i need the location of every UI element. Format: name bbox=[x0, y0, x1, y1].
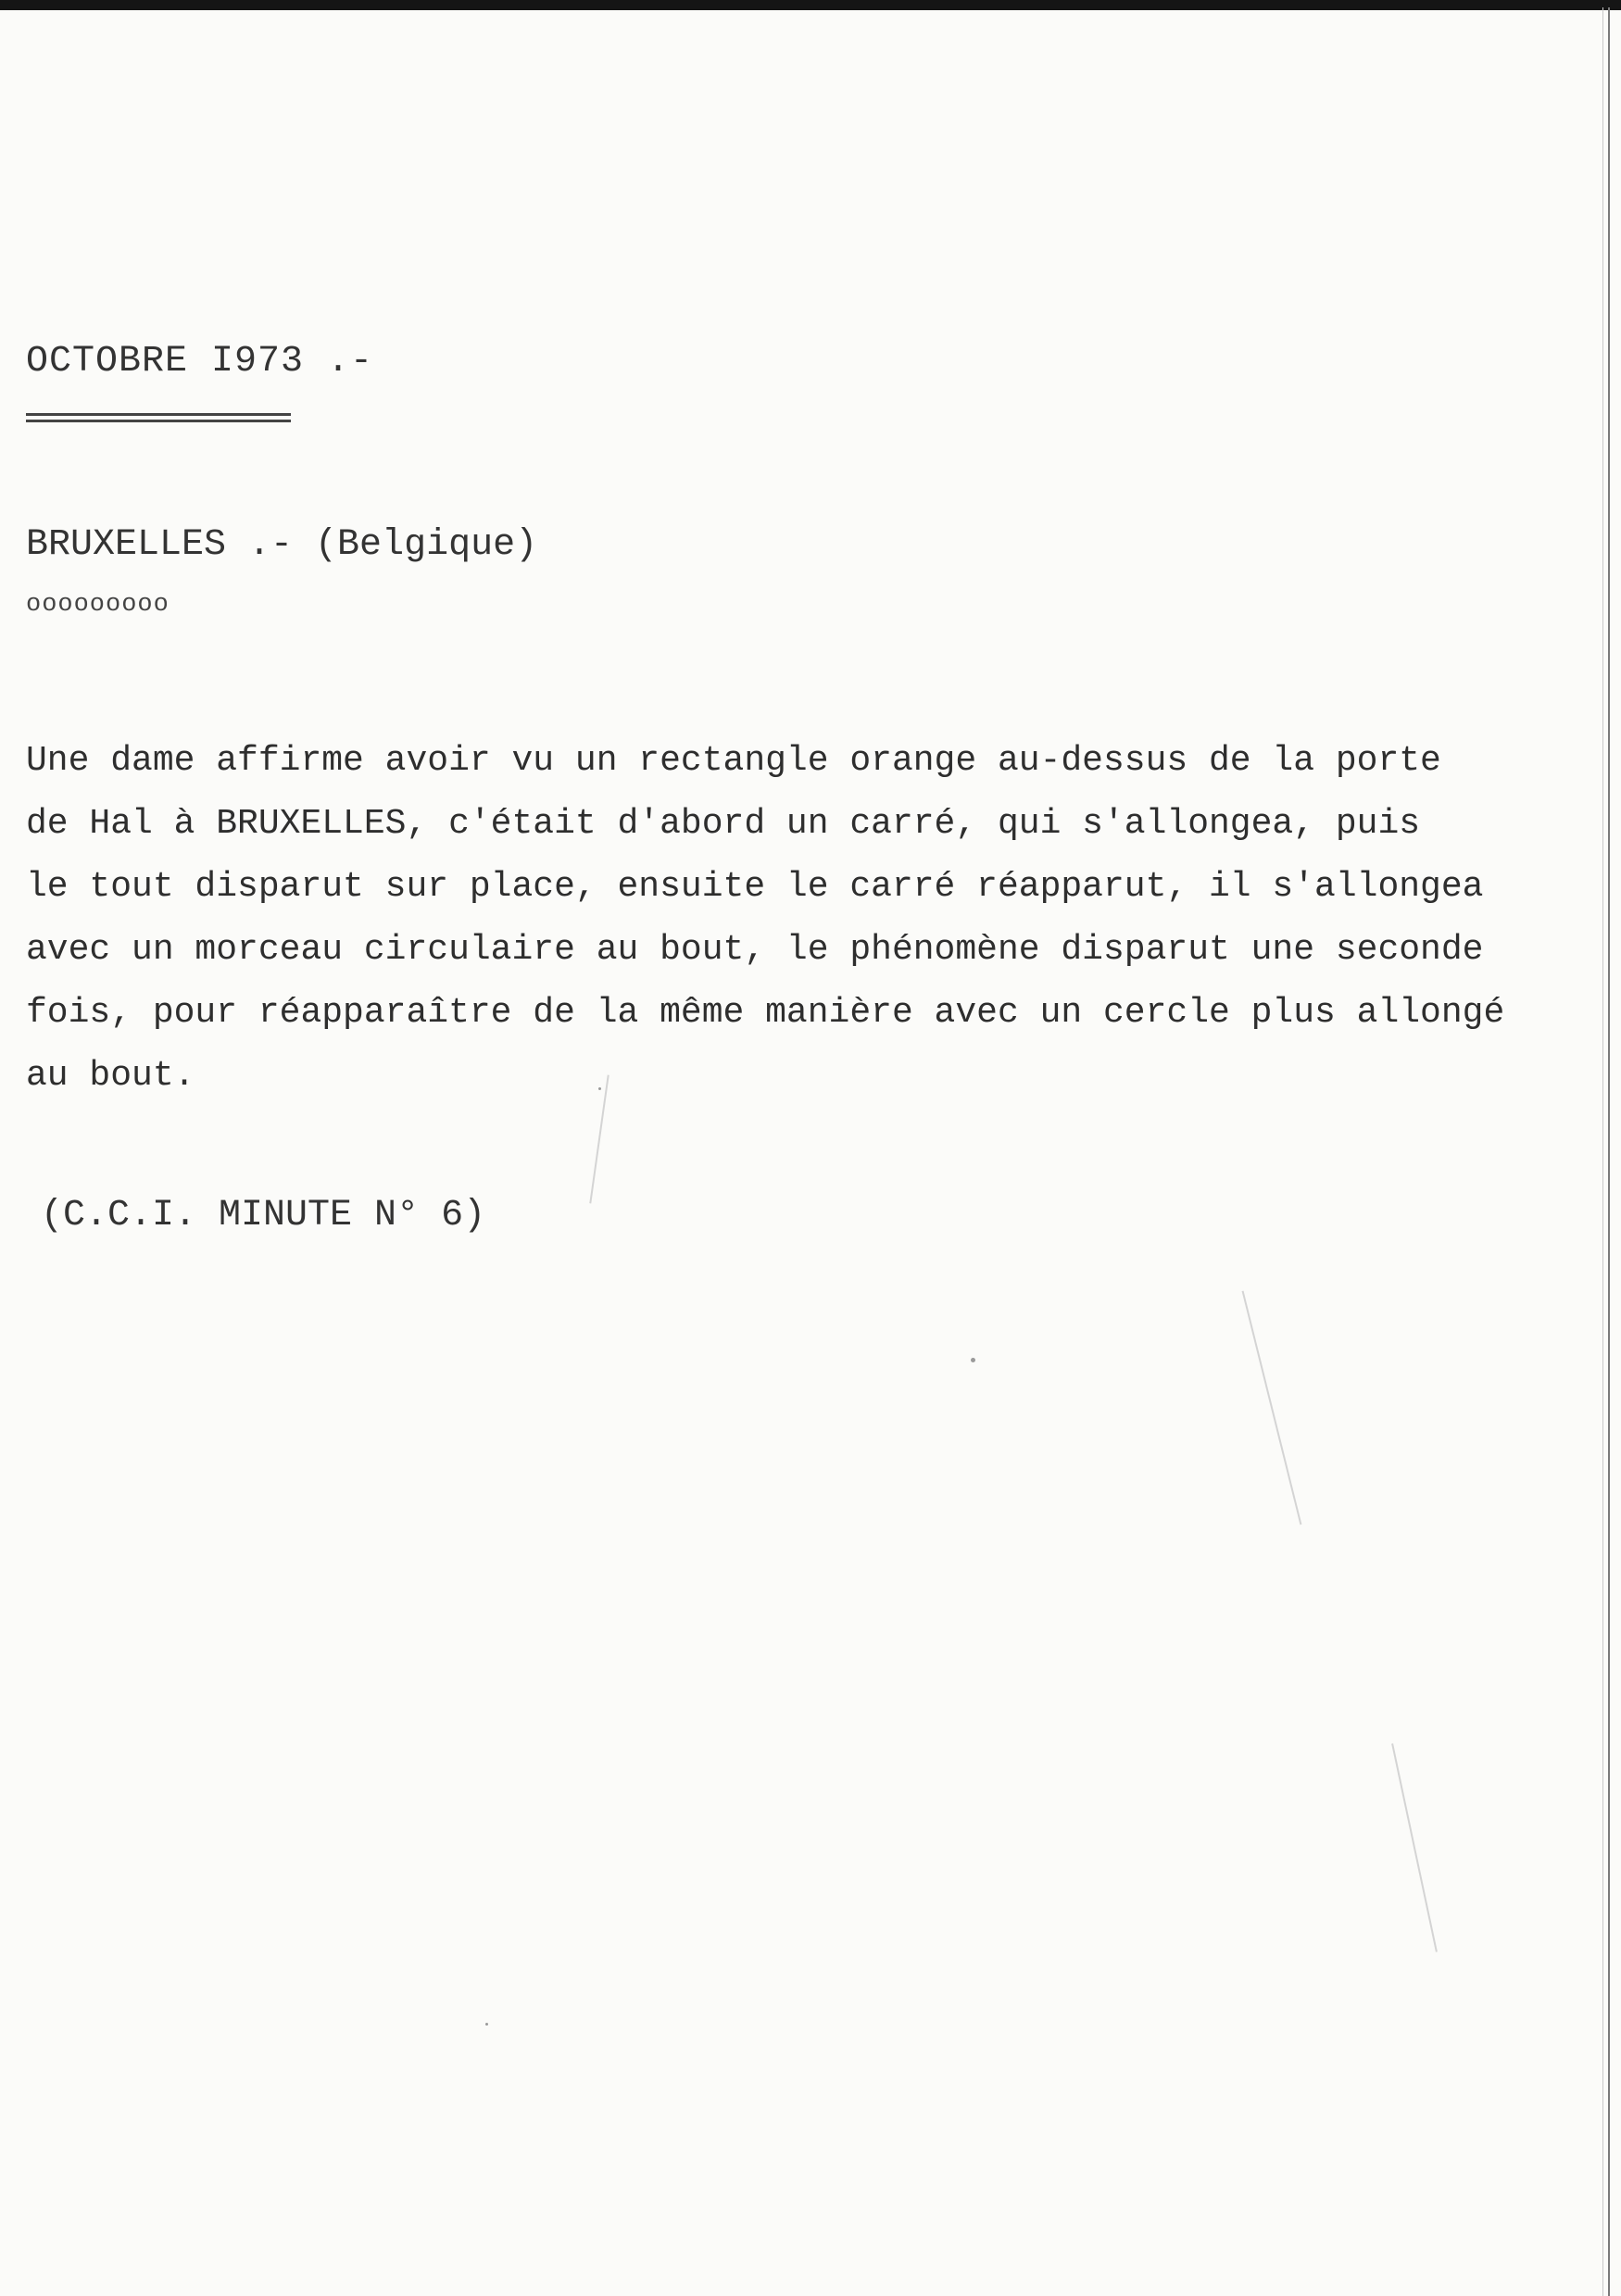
page-top-border bbox=[0, 0, 1621, 10]
page-right-border-shadow bbox=[1602, 7, 1603, 2296]
report-line: avec un morceau circulaire au bout, le phénomène disparut une seconde bbox=[26, 930, 1484, 970]
report-line: fois, pour réapparaître de la même manière avec un cercle plus allongé bbox=[26, 993, 1505, 1033]
scan-streak bbox=[1242, 1291, 1302, 1525]
report-body bbox=[26, 730, 1564, 1108]
date-heading-underline bbox=[26, 413, 291, 422]
page-right-border bbox=[1608, 7, 1610, 2296]
report-line: au bout. bbox=[26, 1056, 195, 1096]
report-line: de Hal à BRUXELLES, c'était d'abord un carré, qui s'allongea, puis bbox=[26, 804, 1421, 844]
scan-speck bbox=[485, 2023, 488, 2026]
report-line: le tout disparut sur place, ensuite le carré réapparut, il s'allongea bbox=[26, 867, 1484, 907]
scan-speck bbox=[971, 1358, 975, 1362]
report-line: Une dame affirme avoir vu un rectangle orange au-dessus de la porte bbox=[26, 741, 1441, 781]
place-heading-ornament: ooooooooo bbox=[26, 591, 170, 619]
scan-speck bbox=[598, 1087, 601, 1090]
date-heading: OCTOBRE I973 .- bbox=[26, 341, 374, 383]
place-heading: BRUXELLES .- (Belgique) bbox=[26, 524, 538, 566]
source-reference: (C.C.I. MINUTE N° 6) bbox=[41, 1195, 486, 1236]
scan-streak bbox=[1391, 1743, 1438, 1951]
